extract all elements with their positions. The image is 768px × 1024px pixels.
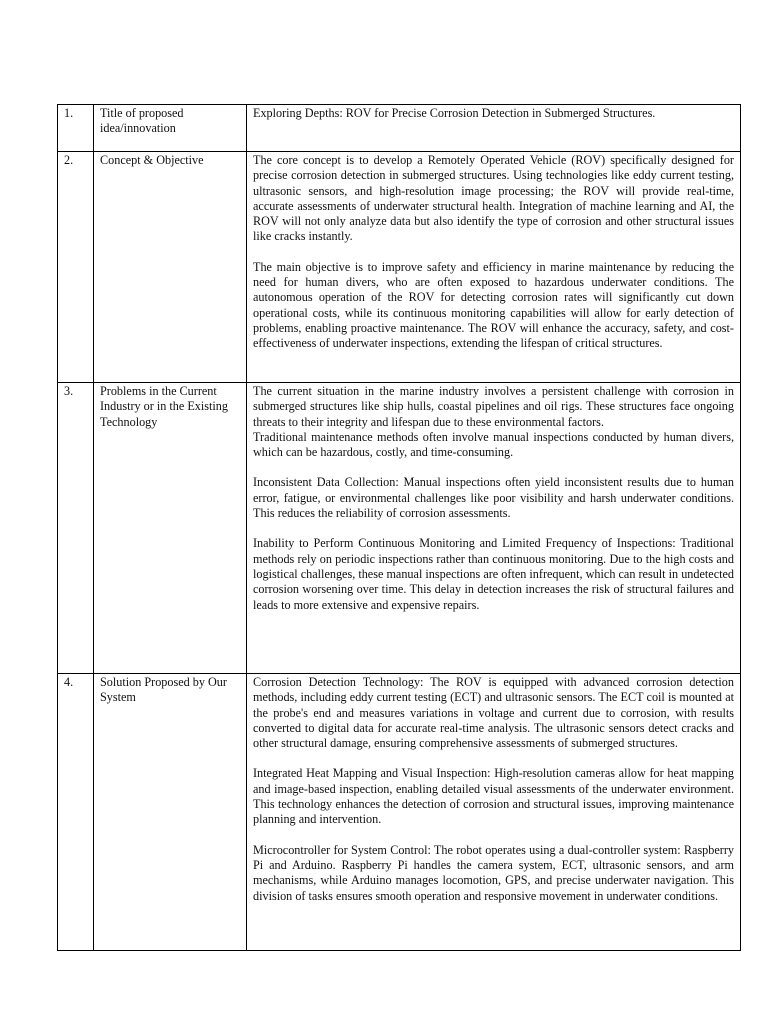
paragraph: Corrosion Detection Technology: The ROV is equipped with advanced corrosion detection methods, including eddy current testing (ECT) and ultrasonic sensors. The ECT coil is mounted at the probe's end and measures variations in voltage and current due to corrosion, with results converted to digital data for accurate real-time analysis. The ultrasonic sensors detect cracks and other structural damage, ensuring comprehensive assessments of submerged structures. (253, 675, 734, 751)
proposal-table (57, 104, 741, 951)
row-heading: Problems in the Current Industry or in the Existing Technology (94, 383, 247, 674)
row-heading: Solution Proposed by Our System (94, 674, 247, 951)
paragraph: Inconsistent Data Collection: Manual inspections often yield inconsistent results due to human error, fatigue, or environmental challenges like poor visibility and harsh underwater conditions. This reduces the reliability of corrosion assessments. (253, 475, 734, 521)
row-heading: Concept & Objective (94, 152, 247, 383)
paragraph: Integrated Heat Mapping and Visual Inspection: High-resolution cameras allow for heat mapping and image-based inspection, enabling detailed visual assessments of the underwater environment. This technology enhances the detection of corrosion and structural issues, improving maintenance planning and intervention. (253, 766, 734, 827)
paragraph: The main objective is to improve safety and efficiency in marine maintenance by reducing the need for human divers, who are often exposed to hazardous underwater conditions. The autonomous operation of the ROV for detecting corrosion rates will significantly cut down operational costs, while its continuous monitoring capabilities will allow for early detection of problems, enabling proactive maintenance. The ROV will enhance the accuracy, safety, and cost-effectiveness of underwater inspections, extending the lifespan of critical structures. (253, 259, 734, 351)
row-number: 3. (58, 383, 94, 674)
paragraph: The core concept is to develop a Remotely Operated Vehicle (ROV) specifically designed for precise corrosion detection in submerged structures. Using technologies like eddy current testing, ultrasonic sensors, and high-resolution image processing; the ROV will provide real-time, accurate assessments of underwater structural health. Integration of machine learning and AI, the ROV will not only analyze data but also identify the type of corrosion and other structural issues like cracks instantly. (253, 153, 734, 244)
row-content (247, 105, 741, 152)
table-row-concept (58, 152, 741, 383)
row-content (247, 383, 741, 674)
row-number: 4. (58, 674, 94, 951)
paragraph: Traditional maintenance methods often involve manual inspections conducted by human divers, which can be hazardous, costly, and time-consuming. (253, 429, 734, 460)
row-number: 1. (58, 105, 94, 152)
table-row-title (58, 105, 741, 152)
row-content (247, 152, 741, 383)
row-content (247, 674, 741, 951)
row-heading: Title of proposed idea/innovation (94, 105, 247, 152)
table-row-problems (58, 383, 741, 674)
paragraph: Exploring Depths: ROV for Precise Corrosion Detection in Submerged Structures. (253, 106, 656, 120)
table-row-solution (58, 674, 741, 951)
paragraph: The current situation in the marine industry involves a persistent challenge with corrosion in submerged structures like ship hulls, coastal pipelines and oil rigs. These structures face ongoing threats to their integrity and lifespan due to these environmental factors. (253, 384, 734, 429)
paragraph: Microcontroller for System Control: The robot operates using a dual-controller system: Raspberry Pi and Arduino. Raspberry Pi handles the camera system, ECT, ultrasonic sensors, and arm mechanisms, while Arduino manages locomotion, GPS, and precise underwater navigation. This division of tasks ensures smooth operation and responsive movement in underwater conditions. (253, 842, 734, 903)
paragraph: Inability to Perform Continuous Monitoring and Limited Frequency of Inspections: Traditional methods rely on periodic inspections rather than continuous monitoring. Due to the high costs and logistical challenges, these manual inspections are often infrequent, which can result in undetected corrosion worsening over time. This delay in detection increases the risk of structural failures and leads to more extensive and expensive repairs. (253, 536, 734, 612)
row-number: 2. (58, 152, 94, 383)
